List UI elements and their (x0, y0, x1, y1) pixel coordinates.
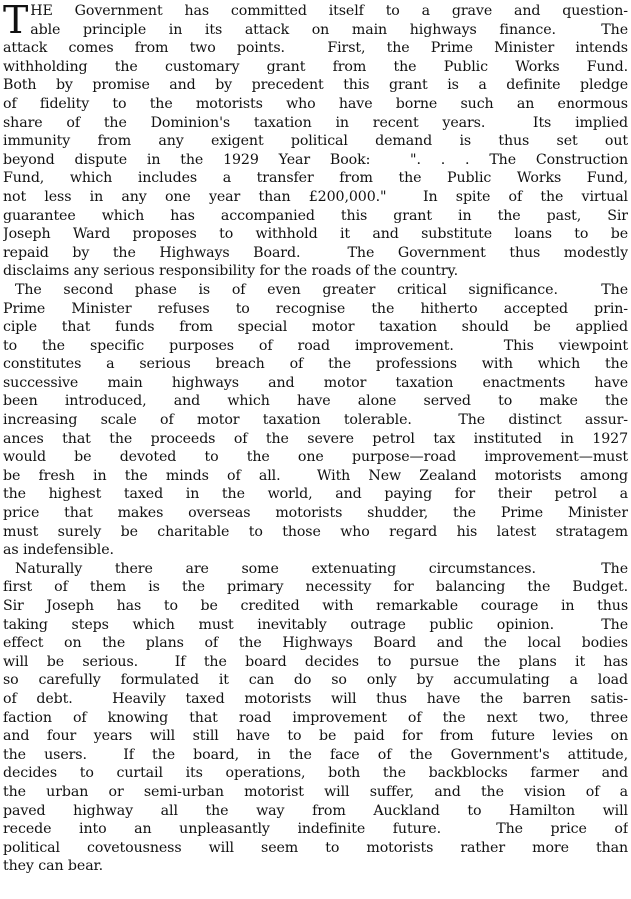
article-line-23: increasing scale of motor taxation tolerable. The distinct assur- (3, 412, 628, 429)
article-body (3, 2, 628, 876)
article-line-12: guarantee which has accompanied this grant in the past, Sir (3, 207, 628, 224)
article-line-38: of debt. Heavily taxed motorists will thus have the barren satis- (3, 690, 628, 707)
article-line-34: taking steps which must inevitably outrage public opinion. The (3, 616, 628, 633)
article-line-5: Both by promise and by precedent this grant is a definite pledge (3, 77, 628, 94)
article-line-3: attack comes from two points. First, the Prime Minister intends (3, 40, 628, 57)
article-line-35: effect on the plans of the Highways Board and the local bodies (3, 635, 628, 652)
article-lines (3, 39, 628, 876)
article-line-30: as indefensible. (3, 542, 114, 559)
article-line-24: ances that the proceeds of the severe petrol tax instituted in 1927 (3, 430, 628, 447)
drop-cap: T (3, 0, 29, 42)
article-line-6: of fidelity to the motorists who have borne such an enormous (3, 95, 628, 112)
article-line-19: to the specific purposes of road improvement. This viewpoint (3, 337, 628, 354)
article-line-17: Prime Minister refuses to recognise the hitherto accepted prin- (3, 300, 628, 317)
article-line-39: faction of knowing that road improvement of the next two, three (3, 709, 628, 726)
article-line-41: the users. If the board, in the face of the Government's attitude, (3, 746, 628, 763)
article-line-9: beyond dispute in the 1929 Year Book: ". . . The Construction (3, 151, 628, 168)
article-line-7: share of the Dominion's taxation in recent years. Its implied (3, 114, 628, 131)
article-line-43: the urban or semi-urban motorist will suffer, and the vision of a (3, 783, 628, 800)
article-line-16: The second phase is of even greater critical significance. The (15, 281, 628, 298)
article-line-2: able principle in its attack on main highways finance. The (30, 21, 628, 38)
article-line-8: immunity from any exigent political demand is thus set out (3, 133, 628, 150)
article-line-13: Joseph Ward proposes to withhold it and substitute loans to be (3, 226, 628, 243)
article-line-36: will be serious. If the board decides to pursue the plans it has (3, 653, 628, 670)
article-line-28: price that makes overseas motorists shudder, the Prime Minister (3, 505, 628, 522)
article-line-1: HE Government has committed itself to a grave and question- (30, 3, 628, 19)
article-line-14: repaid by the Highways Board. The Government thus modestly (3, 244, 628, 261)
article-line-29: must surely be charitable to those who regard his latest stratagem (3, 523, 628, 540)
opening-block (3, 0, 628, 42)
article-line-47: they can bear. (3, 858, 104, 875)
article-line-33: Sir Joseph has to be credited with remarkable courage in thus (3, 598, 628, 614)
article-line-31: Naturally there are some extenuating circumstances. The (15, 560, 628, 577)
article-line-45: recede into an unpleasantly indefinite future. The price of (3, 821, 628, 838)
article-line-26: be fresh in the minds of all. With New Zealand motorists among (3, 467, 628, 484)
article-line-21: successive main highways and motor taxation enactments have (3, 374, 628, 391)
article-line-37: so carefully formulated it can do so only by accumulating a load (3, 672, 628, 689)
article-line-20: constitutes a serious breach of the professions with which the (3, 356, 628, 373)
article-line-25: would be devoted to the one purpose—road improvement—must (3, 449, 628, 466)
article-line-27: the highest taxed in the world, and paying for their petrol a (3, 486, 628, 503)
article-line-15: disclaims any serious responsibility for the roads of the country. (3, 263, 458, 280)
article-line-42: decides to curtail its operations, both the backblocks farmer and (3, 765, 628, 782)
article-line-44: paved highway all the way from Auckland to Hamilton will (3, 802, 628, 819)
article-line-46: political covetousness will seem to motorists rather more than (3, 839, 628, 856)
article-line-40: and four years will still have to be paid for from future levies on (3, 728, 628, 745)
article-line-4: withholding the customary grant from the Public Works Fund. (3, 58, 628, 75)
article-line-22: been introduced, and which have alone served to make the (3, 393, 628, 410)
article-line-10: Fund, which includes a transfer from the Public Works Fund, (3, 170, 628, 187)
article-line-32: first of them is the primary necessity for balancing the Budget. (3, 579, 628, 596)
article-line-18: ciple that funds from special motor taxation should be applied (3, 319, 628, 336)
article-line-11: not less in any one year than £200,000." In spite of the virtual (3, 188, 628, 205)
